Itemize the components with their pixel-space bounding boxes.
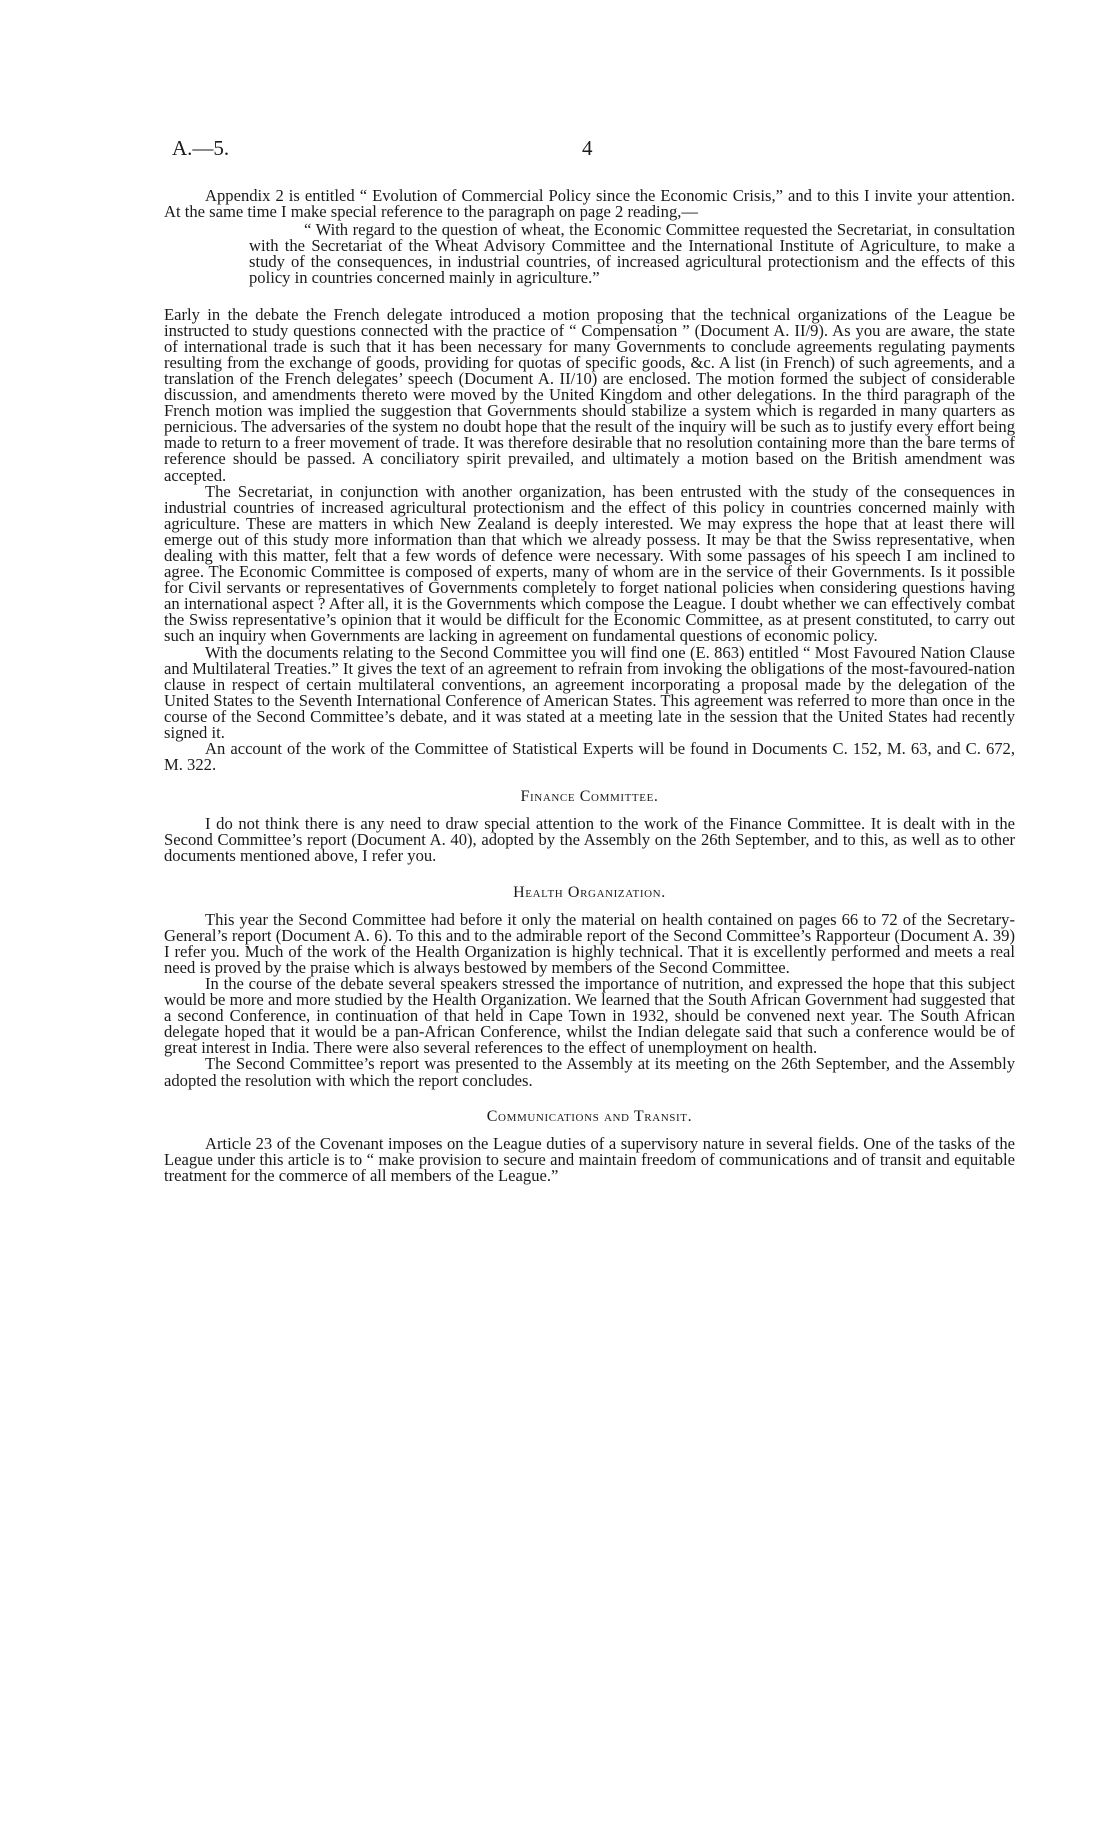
body-paragraph: In the course of the debate several speakers stressed the importance of nutrition, and expressed the hope that this subject would be more and more studied by the Health Organization. We learned that the South African Government had suggested that a second Conference, in continuation of that held in Cape Town in 1932, should be convened next year. The South African delegate hoped that it would be a pan-African Conference, whilst the Indian delegate said that such a conference would be of great interest in India. There were also several references to the effect of unemployment on health. bbox=[164, 973, 1015, 1058]
quoted-passage: “ With regard to the question of wheat, the Economic Committee requested the Secretariat, in consultation with the Secretariat of the Wheat Advisory Committee and the International Institute of Agriculture, to make a study of the consequences, in industrial countries, of increased agricultural protectionism and the effects of this policy in countries concerned mainly in agriculture.” bbox=[249, 220, 1015, 288]
body-paragraph: An account of the work of the Committee of Statistical Experts will be found in Documents C. 152, M. 63, and C. 672, M. 322. bbox=[164, 739, 1015, 775]
body-paragraph: Early in the debate the French delegate introduced a motion proposing that the technical organizations of the League be instructed to study questions connected with the practice of “ Compensation ” (Document A. II/9). As you are aware, the state of international trade is such that it has been necessary for many Governments to conclude agreements regulating payments resulting from the exchange of goods, providing for quotas of specific goods, &c. A list (in French) of such agreements, and a translation of the French delegates’ speech (Document A. II/10) are enclosed. The motion formed the subject of considerable discussion, and amendments thereto were moved by the United Kingdom and other delegations. In the third paragraph of the French motion was implied the suggestion that Governments should stabilize a system which is regarded in many quarters as pernicious. The adversaries of the system no doubt hope that the result of the inquiry will be such as to justify every effort being made to return to a freer movement of trade. It was therefore desirable that no resolution containing more than the bare terms of reference should be passed. A conciliatory spirit prevailed, and ultimately a motion based on the British amendment was accepted. bbox=[164, 304, 1015, 485]
section-heading-communications-and-transit: Communications and Transit. bbox=[486, 1107, 693, 1125]
body-paragraph: I do not think there is any need to draw special attention to the work of the Finance Committee. It is dealt with in the Second Committee’s report (Document A. 40), adopted by the Assembly on the 26th September, and to this, as well as to other documents mentioned above, I refer you. bbox=[164, 814, 1015, 866]
section-heading-health-organization: Health Organization. bbox=[513, 883, 666, 901]
body-paragraph: This year the Second Committee had before it only the material on health contained on pages 66 to 72 of the Secretary-General’s report (Document A. 6). To this and to the admirable report of the Second Committee’s Rapporteur (Document A. 39) I refer you. Much of the work of the Health Organization is highly technical. That it is excellently performed and meets a real need is proved by the praise which is always bestowed by members of the Second Committee. bbox=[164, 909, 1015, 977]
body-paragraph: With the documents relating to the Second Committee you will find one (E. 863) entitled “ Most Favoured Nation Clause and Multilateral Treaties.” It gives the text of an agreement to refrain from invoking the obligations of the most-favoured-nation clause in respect of certain multilateral conventions, an agreement incorporating a proposal made by the delegation of the United States to the Seventh International Conference of American States. This agreement was referred to more than once in the course of the Second Committee’s debate, and it was stated at a meeting late in the session that the United States had recently signed it. bbox=[164, 642, 1015, 742]
page-header bbox=[172, 136, 1012, 166]
page-number: 4 bbox=[582, 136, 593, 160]
document-body bbox=[164, 188, 1015, 1184]
section-heading-finance-committee: Finance Committee. bbox=[520, 788, 659, 806]
body-paragraph: Article 23 of the Covenant imposes on the League duties of a supervisory nature in several fields. One of the tasks of the League under this article is to “ make provision to secure and maintain freedom of communications and of transit and equitable treatment for the commerce of all members of the League.” bbox=[164, 1133, 1015, 1185]
body-paragraph: The Second Committee’s report was presented to the Assembly at its meeting on the 26th September, and the Assembly adopted the resolution with which the report concludes. bbox=[164, 1054, 1015, 1090]
intro-paragraph: Appendix 2 is entitled “ Evolution of Commercial Policy since the Economic Crisis,” and to this I invite your attention. At the same time I make special reference to the paragraph on page 2 reading,— bbox=[164, 186, 1015, 222]
body-paragraph: The Secretariat, in conjunction with another organization, has been entrusted with the study of the consequences in industrial countries of increased agricultural protectionism and the effect of this policy in countries concerned mainly with agriculture. These are matters in which New Zealand is deeply interested. We may express the hope that at least there will emerge out of this study more information than that which we already possess. It may be that the Swiss representative, when dealing with this matter, felt that a few words of defence were necessary. With some passages of his speech I am inclined to agree. The Economic Committee is composed of experts, many of whom are in the service of their Governments. Is it possible for Civil servants or representatives of Governments completely to forget national policies when considering questions having an international aspect ? After all, it is the Governments which compose the League. I doubt whether we can effectively combat the Swiss representative’s opinion that it would be difficult for the Economic Committee, as at present constituted, to carry out such an inquiry when Governments are lacking in agreement on fundamental questions of economic policy. bbox=[164, 481, 1015, 646]
document-reference: A.—5. bbox=[172, 136, 230, 160]
